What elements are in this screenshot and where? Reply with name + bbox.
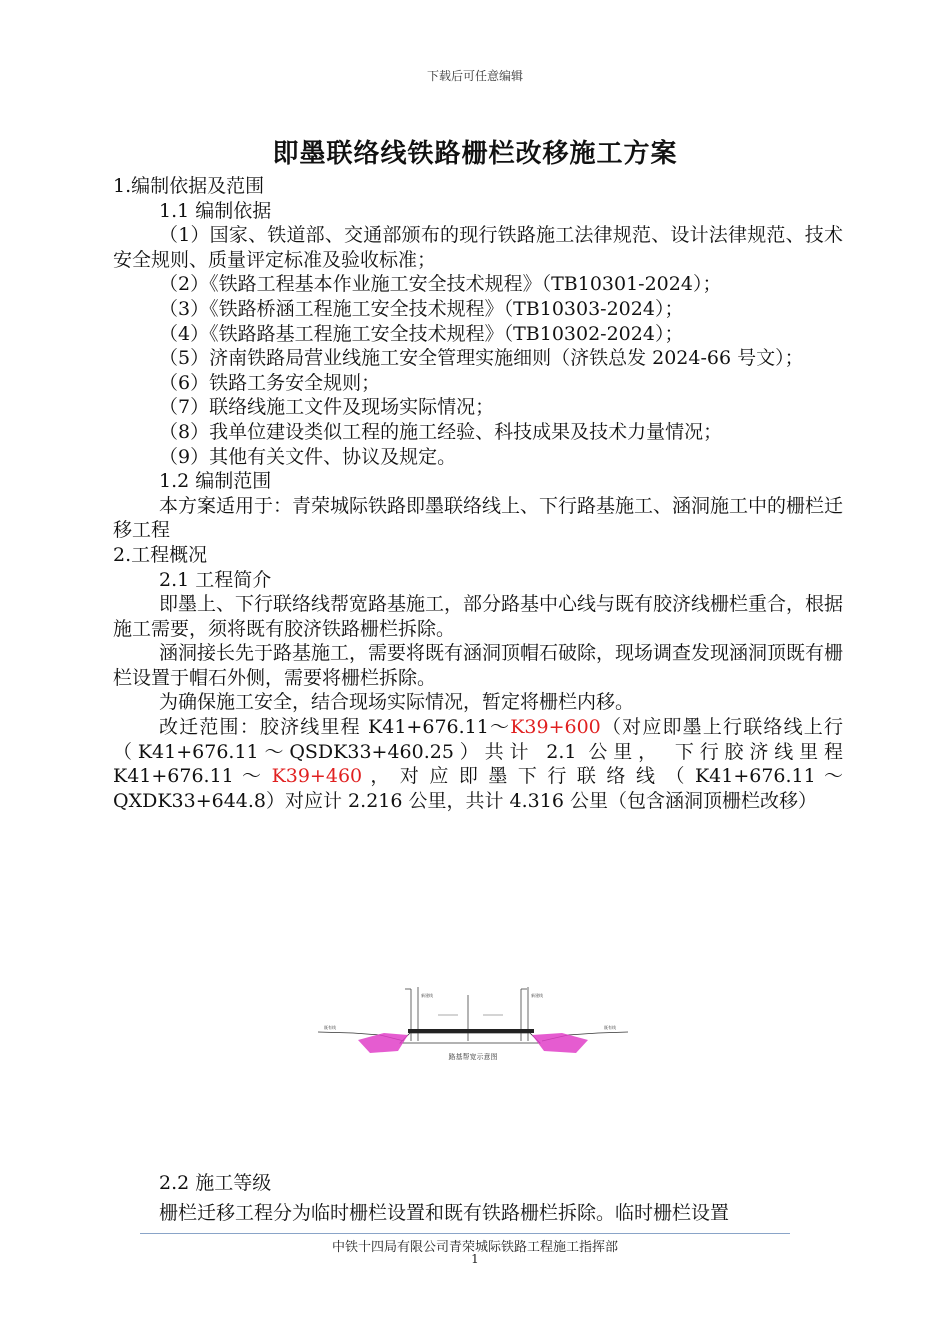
overview-paragraph-3: 为确保施工安全，结合现场实际情况，暂定将栅栏内移。 [159,691,635,714]
heading-1-1: 1.1 编制依据 [159,199,272,222]
basis-item-8: （8）我单位建设类似工程的施工经验、科技成果及技术力量情况； [159,420,723,443]
range-text-e: ， 对 应 即 墨 下 行 联 络 线 （ K41+676.11 ～ QXDK33+644.8）对应计 2.216 公里，共计 4.316 公里（包含涵洞顶栅栏改移） [113,765,843,812]
document-body [113,174,843,813]
overview-paragraph-1: 即墨上、下行联络线帮宽路基施工，部分路基中心线与既有胶济线栅栏重合，根据施工需要，须将既有胶济铁路栅栏拆除。 [113,593,844,640]
basis-item-9: （9）其他有关文件、协议及规定。 [159,445,457,468]
document-title: 即墨联络线铁路栅栏改移施工方案 [272,139,678,169]
subgrade-widening-diagram [318,985,628,1065]
basis-item-6: （6）铁路工务安全规则； [159,371,381,394]
range-paragraph [113,715,843,813]
overview-paragraph-2: 涵洞接长先于路基施工，需要将既有涵洞顶帽石破除，现场调查发现涵洞顶既有栅栏设置于帽石外侧，需要将栅栏拆除。 [113,642,844,689]
heading-1-2: 1.2 编制范围 [159,470,272,493]
heading-2-2: 2.2 施工等级 [159,1172,272,1194]
document-body-continued [113,1168,843,1228]
range-mileage-downline: K39+460 [271,765,363,788]
basis-item-5: （5）济南铁路局营业线施工安全管理实施细则（济铁总发 2024-66 号文）； [159,347,804,370]
basis-item-1: （1）国家、铁道部、交通部颁布的现行铁路施工法律规范、设计法律规范、技术安全规则、质量评定标准及验收标准； [113,224,843,271]
basis-item-7: （7）联络线施工文件及现场实际情况； [159,396,495,419]
diagram-caption: 路基帮宽示意图 [448,1053,498,1061]
page-header-note: 下载后可任意编辑 [426,69,523,83]
basis-item-4: （4）《铁路路基工程施工安全技术规程》（TB10302-2024）； [159,322,684,345]
grade-paragraph: 栅栏迁移工程分为临时栅栏设置和既有铁路栅栏拆除。临时栅栏设置 [159,1202,730,1224]
heading-2: 2.工程概况 [113,543,208,566]
label-left-top: 新建线 [421,993,433,998]
range-mileage-upline: K39+600 [510,716,601,739]
range-text-a: 改迁范围：胶济线里程 K41+676.11～ [159,716,511,739]
label-left-side: 既有线 [324,1025,336,1030]
footer-divider [140,1233,790,1234]
page-number: 1 [471,1252,479,1266]
basis-item-3: （3）《铁路桥涵工程施工安全技术规程》（TB10303-2024）； [159,297,684,320]
heading-1: 1.编制依据及范围 [113,175,265,197]
label-right-top: 新建线 [531,993,543,998]
label-right-side: 既有线 [604,1025,616,1030]
scope-paragraph: 本方案适用于：青荣城际铁路即墨联络线上、下行路基施工、涵洞施工中的栅栏迁移工程 [113,494,844,542]
basis-item-2: （2）《铁路工程基本作业施工安全技术规程》（TB10301-2024）； [159,273,722,296]
range-text-c: （对应即墨上行联络线上行（K41+676.11～QSDK33+460.25）共计 2.1 公里， 下行胶济线里程 K41+676.11 ～ [113,716,843,788]
footer-company: 中铁十四局有限公司青荣城际铁路工程施工指挥部 [331,1240,618,1255]
heading-2-1: 2.1 工程简介 [159,568,272,591]
